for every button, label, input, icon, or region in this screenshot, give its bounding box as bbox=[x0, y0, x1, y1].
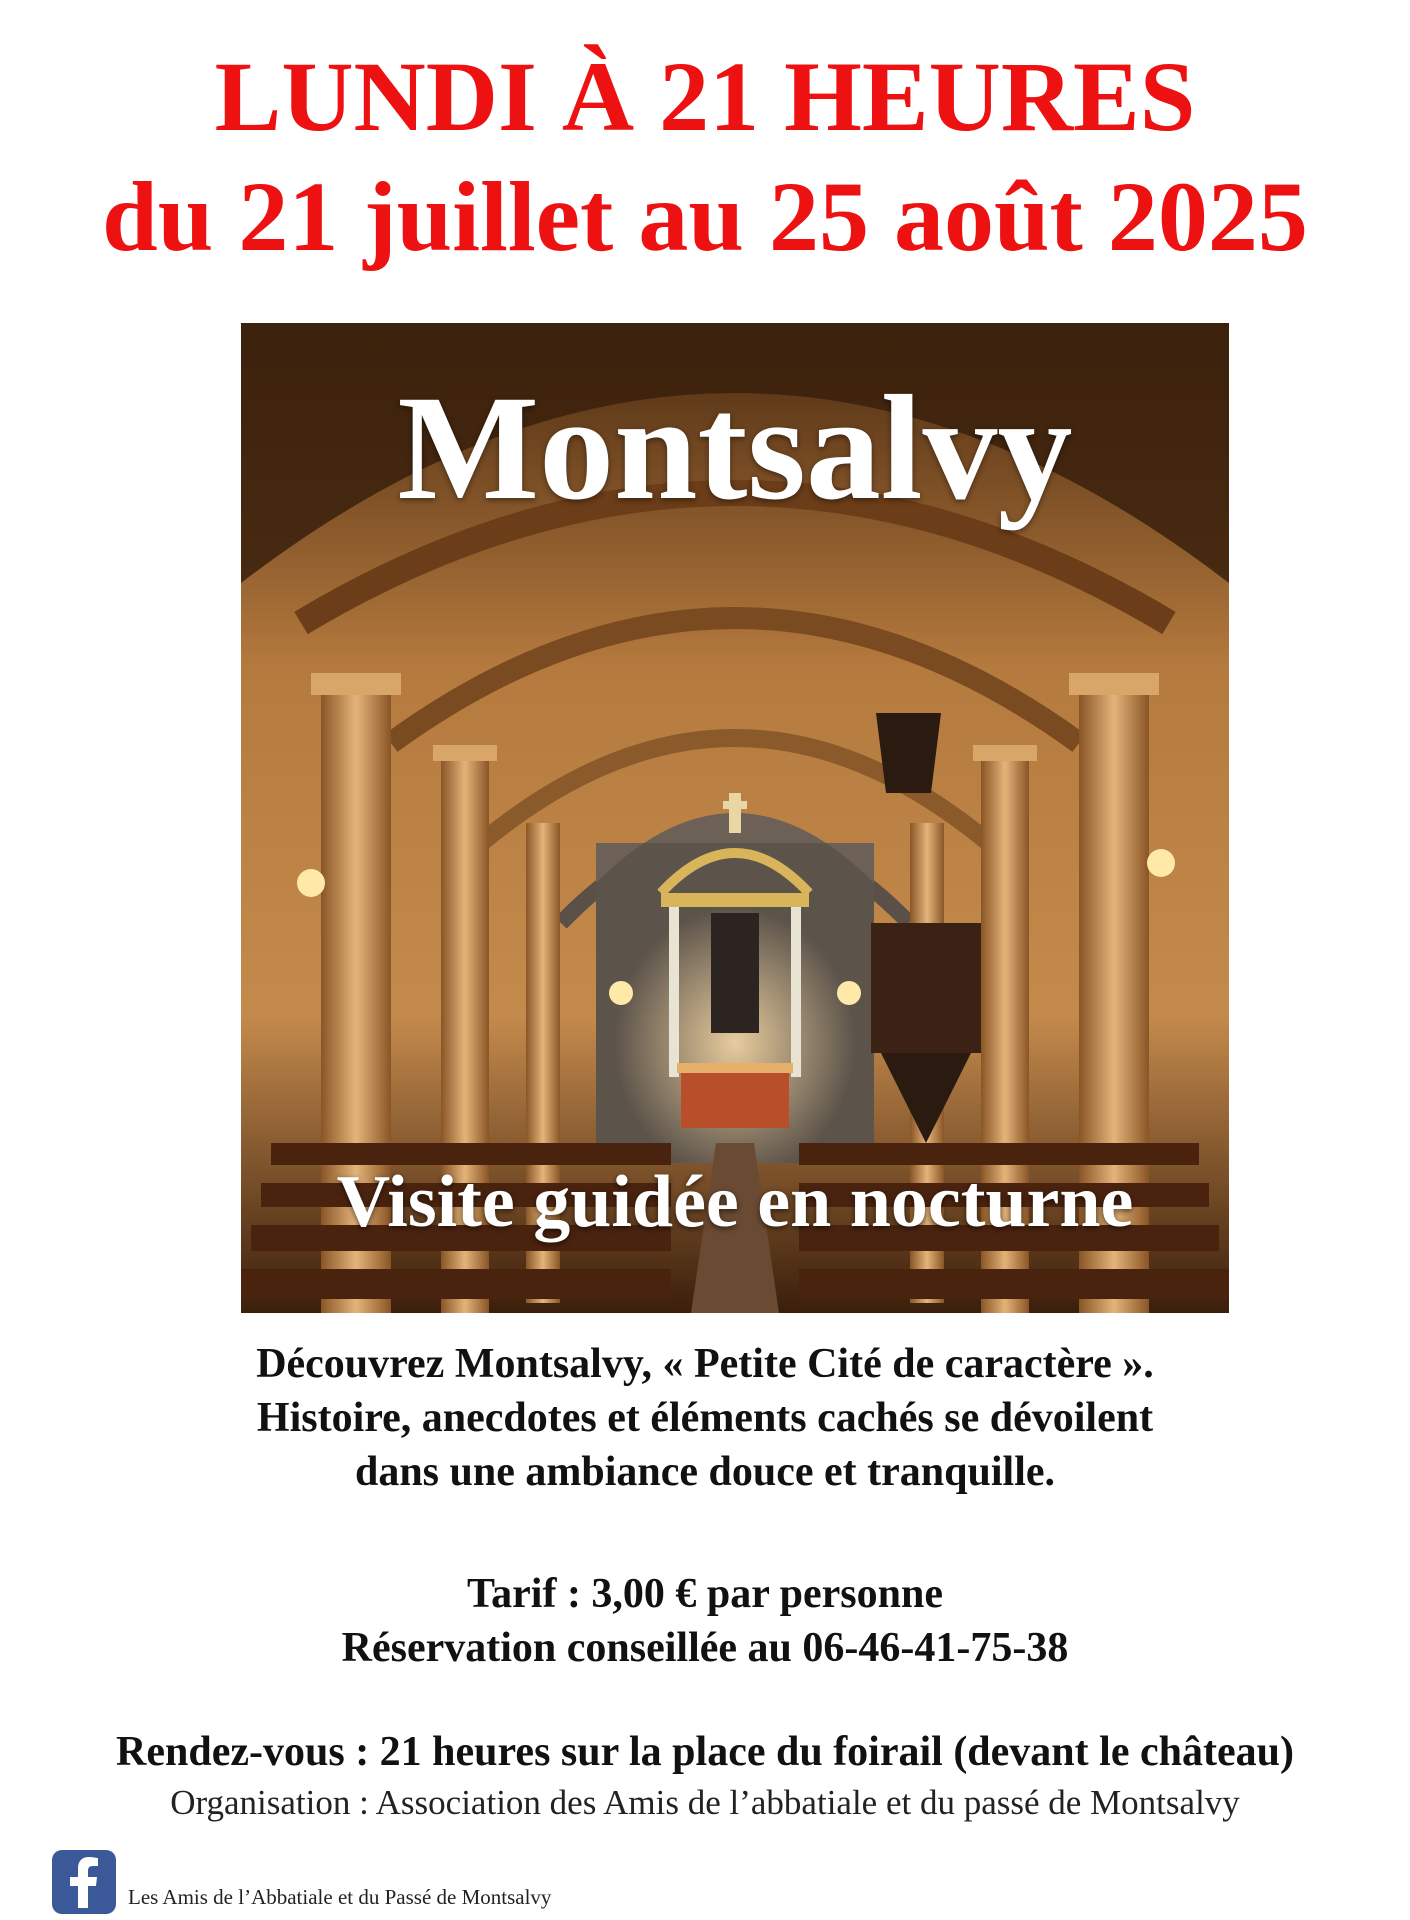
facebook-icon[interactable] bbox=[52, 1850, 116, 1914]
headline-day-time: LUNDI À 21 HEURES bbox=[214, 41, 1196, 152]
headline-date-range: du 21 juillet au 25 août 2025 bbox=[102, 161, 1308, 272]
price-info: Tarif : 3,00 € par personne bbox=[466, 1571, 944, 1617]
description-line-3: dans une ambiance douce et tranquille. bbox=[354, 1449, 1056, 1495]
organisation-line: Organisation : Association des Amis de l’abbatiale et du passé de Montsalvy bbox=[170, 1783, 1240, 1822]
description-line-1: Découvrez Montsalvy, « Petite Cité de caractère ». bbox=[256, 1341, 1154, 1387]
photo-subtitle: Visite guidée en nocturne bbox=[336, 1161, 1134, 1243]
facebook-page-name[interactable]: Les Amis de l’Abbatiale et du Passé de Montsalvy bbox=[128, 1884, 552, 1909]
photo-title: Montsalvy bbox=[397, 365, 1073, 531]
church-interior-photo bbox=[241, 323, 1229, 1313]
facebook-footer[interactable] bbox=[52, 1850, 551, 1914]
description-line-2: Histoire, anecdotes et éléments cachés se dévoilent bbox=[256, 1395, 1154, 1441]
meeting-point: Rendez-vous : 21 heures sur la place du foirail (devant le château) bbox=[116, 1729, 1294, 1775]
reservation-info: Réservation conseillée au 06-46-41-75-38 bbox=[341, 1625, 1069, 1671]
